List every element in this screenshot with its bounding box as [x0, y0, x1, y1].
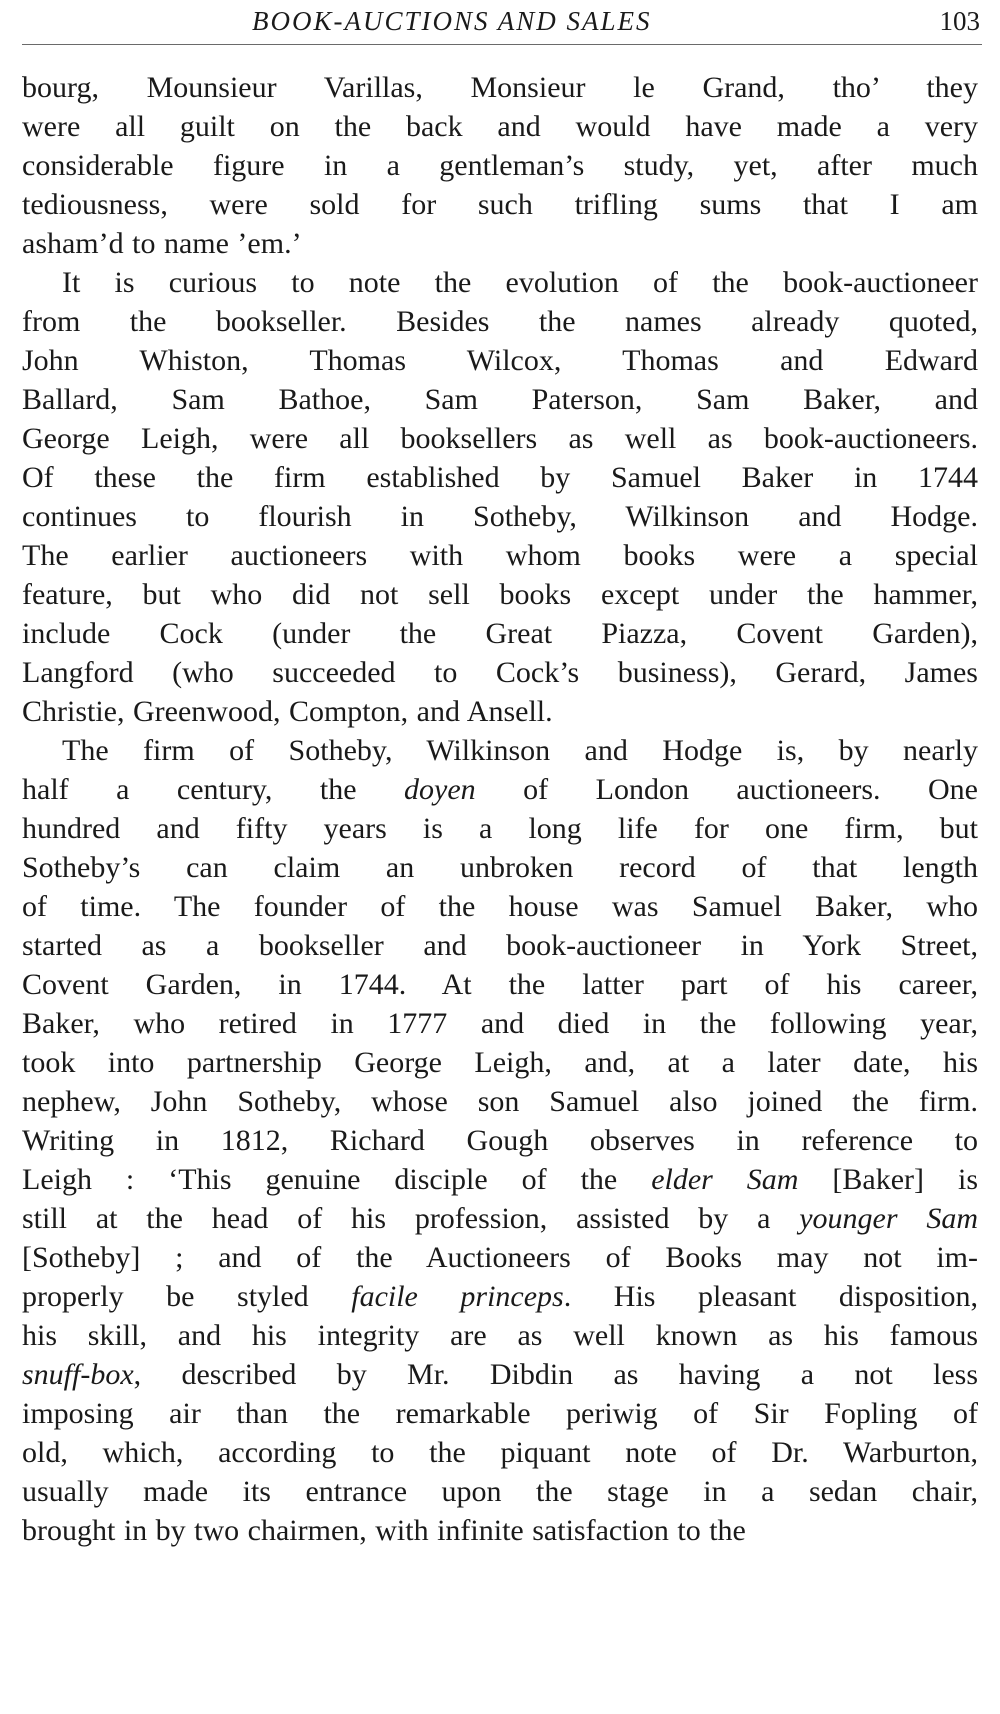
text-run: feature, but who did not sell books except under the hammer, — [22, 578, 978, 611]
text-line — [22, 653, 978, 692]
text-run: Writing in 1812, Richard Gough observes in reference to — [22, 1124, 978, 1157]
text-line — [22, 1316, 978, 1355]
text-run: Langford (who succeeded to Cock’s business), Gerard, James — [22, 656, 978, 689]
text-run: took into partnership George Leigh, and, at a later date, his — [22, 1046, 978, 1079]
page-number: 103 — [939, 6, 980, 36]
text-run: considerable figure in a gentleman’s study, yet, after much — [22, 149, 978, 182]
text-run: Baker, who retired in 1777 and died in the following year, — [22, 1007, 978, 1040]
text-run: old, which, according to the piquant note of Dr. Warburton, — [22, 1436, 978, 1469]
text-line — [22, 380, 978, 419]
text-line — [22, 341, 978, 380]
text-line — [22, 1121, 978, 1160]
text-run: [Baker] is — [798, 1163, 978, 1196]
text-line — [22, 692, 978, 731]
text-line — [22, 536, 978, 575]
text-run: tediousness, were sold for such trifling sums that I am — [22, 188, 978, 221]
text-line — [22, 224, 978, 263]
text-line — [22, 419, 978, 458]
text-line — [22, 1472, 978, 1511]
text-run: asham’d to name ’em.’ — [22, 227, 302, 260]
text-run: imposing air than the remarkable periwig of Sir Fopling of — [22, 1397, 978, 1430]
text-run: brought in by two chairmen, with infinite satisfaction to the — [22, 1514, 746, 1547]
italic-phrase: doyen — [404, 773, 476, 806]
text-run: John Whiston, Thomas Wilcox, Thomas and Edward — [22, 344, 978, 377]
text-run: Covent Garden, in 1744. At the latter part of his career, — [22, 968, 978, 1001]
text-run: The earlier auctioneers with whom books were a special — [22, 539, 978, 572]
body-text — [22, 68, 978, 1550]
text-run: Sotheby’s can claim an unbroken record of that length — [22, 851, 978, 884]
text-line — [22, 1160, 978, 1199]
text-run: were all guilt on the back and would have made a very — [22, 110, 978, 143]
text-line — [22, 1433, 978, 1472]
text-run: properly be styled — [22, 1280, 352, 1313]
text-line — [22, 614, 978, 653]
text-line — [22, 263, 978, 302]
text-run: The firm of Sotheby, Wilkinson and Hodge is, by nearly — [62, 734, 978, 767]
italic-phrase: younger Sam — [799, 1202, 978, 1235]
running-title: BOOK-AUCTIONS AND SALES — [252, 6, 652, 36]
italic-phrase: snuff-box — [22, 1358, 134, 1391]
text-line — [22, 926, 978, 965]
text-run: It is curious to note the evolution of the book-auctioneer — [62, 266, 978, 299]
text-run: Christie, Greenwood, Compton, and Ansell. — [22, 695, 553, 728]
paragraph — [22, 68, 978, 263]
text-run: started as a bookseller and book-auctioneer in York Street, — [22, 929, 978, 962]
text-run: usually made its entrance upon the stage in a sedan chair, — [22, 1475, 978, 1508]
text-line — [22, 1394, 978, 1433]
text-line — [22, 458, 978, 497]
text-line — [22, 185, 978, 224]
text-line — [22, 1082, 978, 1121]
text-run: still at the head of his profession, assisted by a — [22, 1202, 800, 1235]
italic-phrase: facile princeps — [351, 1280, 564, 1313]
text-run: hundred and fifty years is a long life for one firm, but — [22, 812, 978, 845]
text-line — [22, 68, 978, 107]
text-run: George Leigh, were all booksellers as well as book-auctioneers. — [22, 422, 978, 455]
text-line — [22, 1043, 978, 1082]
header-rule — [22, 44, 982, 45]
text-line — [22, 1355, 978, 1394]
text-line — [22, 1004, 978, 1043]
text-run: nephew, John Sotheby, whose son Samuel also joined the firm. — [22, 1085, 978, 1118]
text-line — [22, 1238, 978, 1277]
text-line — [22, 1199, 978, 1238]
text-line — [22, 1511, 978, 1550]
text-run: Of these the firm established by Samuel Baker in 1744 — [22, 461, 978, 494]
text-run: of time. The founder of the house was Samuel Baker, who — [22, 890, 978, 923]
text-line — [22, 731, 978, 770]
text-run: bourg, Mounsieur Varillas, Monsieur le Grand, tho’ they — [22, 71, 978, 104]
text-line — [22, 848, 978, 887]
paragraph — [22, 731, 978, 1550]
text-line — [22, 107, 978, 146]
text-line — [22, 887, 978, 926]
text-run: Ballard, Sam Bathoe, Sam Paterson, Sam Baker, and — [22, 383, 978, 416]
paragraph — [22, 263, 978, 731]
text-run: . His pleasant disposition, — [563, 1280, 979, 1313]
text-run: [Sotheby] ; and of the Auctioneers of Books may not im- — [22, 1241, 978, 1274]
text-run: continues to flourish in Sotheby, Wilkinson and Hodge. — [22, 500, 978, 533]
text-line — [22, 302, 978, 341]
text-line — [22, 770, 978, 809]
text-line — [22, 809, 978, 848]
text-line — [22, 497, 978, 536]
text-run: , described by Mr. Dibdin as having a not less — [133, 1358, 978, 1391]
text-line — [22, 1277, 978, 1316]
text-line — [22, 575, 978, 614]
text-line — [22, 146, 978, 185]
text-run: of London auctioneers. One — [475, 773, 978, 806]
text-run: his skill, and his integrity are as well known as his famous — [22, 1319, 978, 1352]
running-head — [22, 2, 982, 40]
text-run: Leigh : ‘This genuine disciple of the — [22, 1163, 652, 1196]
text-run: half a century, the — [22, 773, 405, 806]
italic-phrase: elder Sam — [651, 1163, 799, 1196]
text-run: from the bookseller. Besides the names already quoted, — [22, 305, 978, 338]
text-line — [22, 965, 978, 1004]
text-run: include Cock (under the Great Piazza, Covent Garden), — [22, 617, 978, 650]
